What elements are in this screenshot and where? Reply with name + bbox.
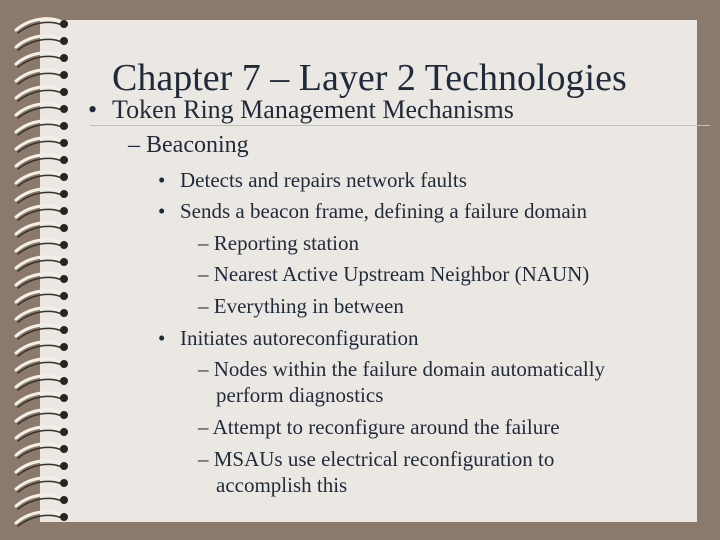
binding-hole [60,394,68,402]
binding-hole [60,377,68,385]
dash-marker: – [198,231,209,255]
detail-text: MSAUs use electrical reconfiguration to [213,447,555,471]
binding-hole [60,190,68,198]
title-divider [90,125,710,126]
binding-hole [60,105,68,113]
sub-bullet-item [158,168,467,193]
spiral-ring [16,291,62,302]
binding-hole [60,241,68,249]
binding-hole [60,275,68,283]
spiral-ring [16,70,62,81]
dash-marker: – [198,294,209,318]
sub-bullet-item [158,199,587,224]
dash-marker: – [198,415,209,439]
binding-hole [60,258,68,266]
binding-hole [60,139,68,147]
spiral-ring [16,393,62,404]
binding-hole [60,513,68,521]
binding-hole [60,207,68,215]
sub-bullet-item [158,326,419,351]
detail-item [198,262,589,287]
binding-hole [60,428,68,436]
spiral-ring [16,410,62,421]
binding-hole [60,496,68,504]
spiral-ring [16,121,62,132]
binding-hole [60,20,68,28]
binding-hole [60,71,68,79]
spiral-ring [16,155,62,166]
binding-hole [60,54,68,62]
binding-hole [60,292,68,300]
spiral-ring [16,376,62,387]
binding-hole [60,88,68,96]
detail-text: Attempt to reconfigure around the failure [212,415,560,439]
spiral-ring [16,87,62,98]
spiral-ring [16,240,62,251]
bullet-marker: • [88,95,98,124]
binding-hole [60,309,68,317]
spiral-ring [16,427,62,438]
sub-item-text: Beaconing [146,132,249,158]
spiral-ring [16,172,62,183]
spiral-ring [16,512,62,523]
spiral-ring [16,478,62,489]
spiral-ring [16,308,62,319]
spiral-ring [16,138,62,149]
spiral-ring [16,495,62,506]
binding-hole [60,122,68,130]
spiral-ring [16,274,62,285]
bullet-item [88,95,514,125]
spiral-ring [16,444,62,455]
dash-marker: – [128,132,140,158]
spiral-ring [16,325,62,336]
dash-marker: – [198,447,209,471]
detail-item [198,294,404,319]
detail-text: Everything in between [213,294,404,318]
spiral-ring [16,36,62,47]
detail-item [198,231,359,256]
bullet-marker: • [158,168,166,192]
spiral-ring [16,461,62,472]
binding-hole [60,343,68,351]
spiral-ring [16,257,62,268]
spiral-ring [16,53,62,64]
binding-hole [60,411,68,419]
dash-marker: – [198,262,209,286]
bullet-text: Token Ring Management Mechanisms [112,95,514,124]
binding-hole [60,445,68,453]
detail-item [198,415,560,440]
sub-item [128,132,249,159]
dash-marker: – [198,357,209,381]
spiral-ring [16,19,62,30]
spiral-ring [16,104,62,115]
binding-hole [60,360,68,368]
binding-hole [60,326,68,334]
bullet-marker: • [158,326,166,350]
binding-hole [60,224,68,232]
bullet-marker: • [158,199,166,223]
slide-title: Chapter 7 – Layer 2 Technologies [112,57,627,99]
sub-bullet-text: Initiates autoreconfiguration [180,326,419,350]
spiral-ring [16,342,62,353]
spiral-ring [16,359,62,370]
detail-text: Nodes within the failure domain automatically [213,357,606,381]
detail-continuation [216,473,347,498]
sub-bullet-text: Detects and repairs network faults [180,168,467,192]
binding-hole [60,173,68,181]
binding-hole [60,479,68,487]
detail-continuation [216,383,383,408]
detail-text: perform diagnostics [216,383,384,407]
sub-bullet-text: Sends a beacon frame, defining a failure domain [180,199,588,223]
spiral-binding-icon [0,0,90,540]
detail-text: Nearest Active Upstream Neighbor (NAUN) [213,262,590,286]
spiral-ring [16,223,62,234]
binding-hole [60,462,68,470]
detail-item [198,357,605,382]
spiral-ring [16,189,62,200]
binding-hole [60,156,68,164]
spiral-ring [16,206,62,217]
detail-item [198,447,554,472]
detail-text: Reporting station [213,231,359,255]
binding-hole [60,37,68,45]
detail-text: accomplish this [216,473,348,497]
